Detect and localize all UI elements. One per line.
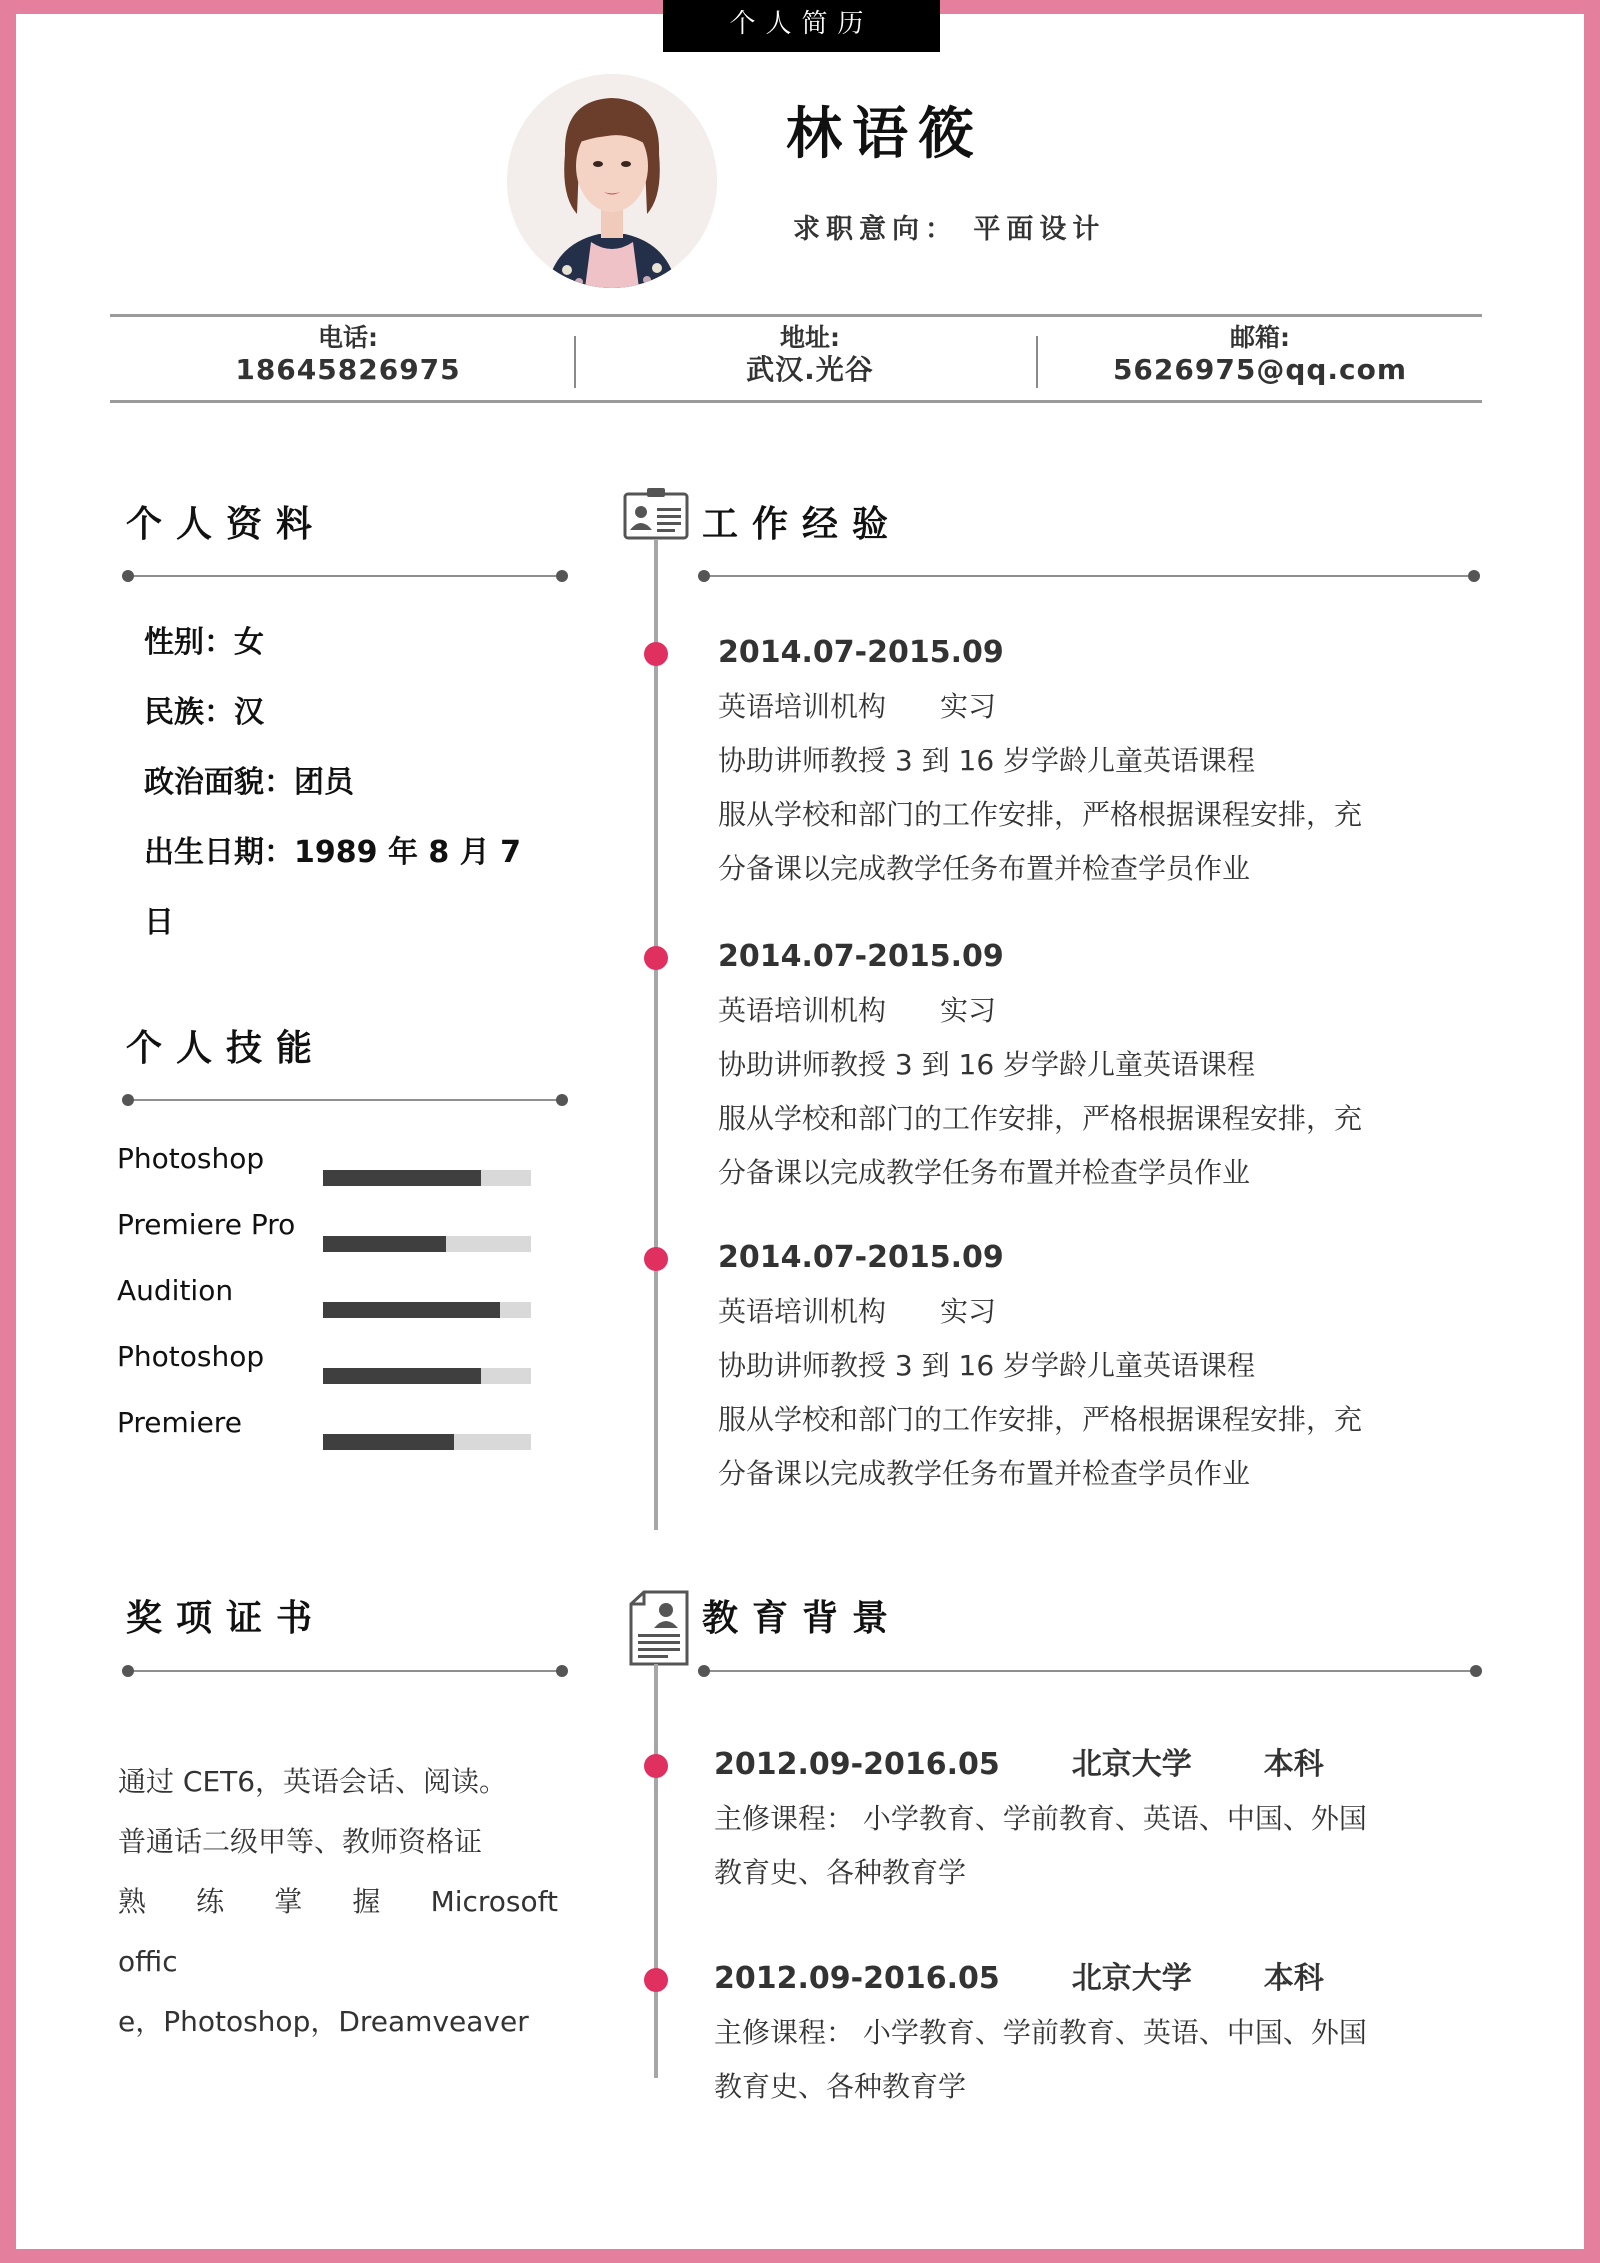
education-section-title: 教育背景 [702, 1598, 903, 1639]
skills-title-rule [128, 1099, 562, 1101]
job-duty: 服从学校和部门的工作安排，严格根据课程安排，充 [718, 1102, 1363, 1135]
rule-end-dot [556, 1094, 568, 1106]
skill-bar-track [323, 1434, 531, 1450]
experience-entry [718, 930, 1438, 1200]
rule-end-dot [698, 1665, 710, 1677]
award-line: e，Photoshop，Dreamveaver [118, 2005, 529, 2038]
job-period: 2014.07-2015.09 [718, 635, 1004, 670]
rule-end-dot [1470, 1665, 1482, 1677]
contact-divider [574, 336, 576, 388]
education-title-rule [704, 1670, 1476, 1672]
skill-name: Premiere Pro [117, 1208, 296, 1241]
skill-bar-track [323, 1170, 531, 1186]
edu-degree: 本科 [1263, 1747, 1324, 1782]
skill-bar-fill [323, 1170, 481, 1186]
award-line: 通过 CET6，英语会话、阅读。 [118, 1765, 508, 1798]
skill-row [117, 1404, 557, 1470]
rule-end-dot [698, 570, 710, 582]
edu-period: 2012.09-2016.05 [714, 1747, 1000, 1782]
award-word: 练 [196, 1885, 225, 1918]
job-duty: 分备课以完成教学任务布置并检查学员作业 [718, 1156, 1251, 1189]
profile-item-birthdate-cont: 日 [144, 905, 174, 940]
skill-name: Photoshop [117, 1340, 265, 1373]
experience-timeline [654, 540, 658, 1530]
profile-item-ethnicity: 民族：汉 [144, 695, 264, 730]
skill-row [117, 1140, 557, 1206]
job-duty: 分备课以完成教学任务布置并检查学员作业 [718, 1457, 1251, 1490]
border-left [0, 0, 16, 2263]
award-line: 普通话二级甲等、教师资格证 [118, 1825, 483, 1858]
job-role: 实习 [940, 994, 997, 1027]
contact-address [660, 322, 960, 386]
job-period: 2014.07-2015.09 [718, 1240, 1004, 1275]
skill-bar-track [323, 1368, 531, 1384]
edu-school: 北京大学 [1071, 1747, 1192, 1782]
portrait-photo [507, 74, 717, 288]
candidate-name: 林语筱 [786, 102, 984, 167]
resume-document-icon [628, 1590, 690, 1670]
award-word: 掌 [274, 1885, 303, 1918]
awards-section-title: 奖项证书 [126, 1598, 327, 1639]
skill-row [117, 1206, 557, 1272]
contact-divider [1036, 336, 1038, 388]
rule-end-dot [556, 1665, 568, 1677]
skill-bar-track [323, 1236, 531, 1252]
job-intent-value: 平面设计 [973, 214, 1106, 245]
timeline-dot [644, 1247, 668, 1271]
edu-courses-cont: 教育史、各种教育学 [714, 2070, 967, 2103]
rule-end-dot [122, 1665, 134, 1677]
education-timeline [654, 1664, 658, 2078]
profile-item-political-status: 政治面貌：团员 [144, 765, 354, 800]
award-word: 握 [352, 1885, 381, 1918]
job-org: 英语培训机构 [718, 994, 887, 1027]
skill-bar-fill [323, 1434, 454, 1450]
edu-courses: 主修课程： 小学教育、学前教育、英语、中国、外国 [714, 2016, 1367, 2049]
id-card-icon [623, 486, 689, 544]
experience-title-rule [704, 575, 1474, 577]
resume-title-tab: 个人简历 [663, 0, 940, 52]
skill-name: Photoshop [117, 1142, 265, 1175]
award-word: 熟 [118, 1885, 147, 1918]
contact-top-rule [110, 314, 1482, 317]
timeline-dot [644, 1754, 668, 1778]
contact-phone [200, 322, 496, 386]
profile-list [144, 608, 564, 958]
phone-label: 电话: [318, 323, 378, 352]
profile-section-title: 个人资料 [126, 504, 327, 545]
skill-name: Premiere [117, 1406, 242, 1439]
award-line [118, 1872, 558, 1932]
profile-item-birthdate: 出生日期：1989 年 8 月 7 [144, 835, 522, 870]
award-word: Microsoft [430, 1885, 558, 1918]
job-period: 2014.07-2015.09 [718, 939, 1004, 974]
skill-row [117, 1338, 557, 1404]
job-duty: 服从学校和部门的工作安排，严格根据课程安排，充 [718, 798, 1363, 831]
profile-item-gender: 性别：女 [144, 625, 264, 660]
job-org: 英语培训机构 [718, 1295, 887, 1328]
border-right [1584, 0, 1600, 2263]
edu-school: 北京大学 [1071, 1961, 1192, 1996]
awards-list [118, 1752, 558, 2052]
border-bottom [0, 2249, 1600, 2263]
job-duty: 协助讲师教授 3 到 16 岁学龄儿童英语课程 [718, 1048, 1256, 1081]
experience-section-title: 工作经验 [702, 504, 903, 545]
rule-end-dot [1468, 570, 1480, 582]
job-duty: 分备课以完成教学任务布置并检查学员作业 [718, 852, 1251, 885]
job-intent-label: 求职意向： [793, 214, 958, 245]
timeline-dot [644, 946, 668, 970]
phone-value: 18645826975 [235, 353, 461, 386]
email-value: 5626975@qq.com [1112, 353, 1408, 386]
skill-row [117, 1272, 557, 1338]
job-role: 实习 [940, 1295, 997, 1328]
rule-end-dot [122, 1094, 134, 1106]
experience-entry [718, 1231, 1438, 1501]
experience-entry [718, 626, 1438, 896]
education-entry [714, 1738, 1444, 1900]
edu-period: 2012.09-2016.05 [714, 1961, 1000, 1996]
job-duty: 协助讲师教授 3 到 16 岁学龄儿童英语课程 [718, 744, 1256, 777]
job-role: 实习 [940, 690, 997, 723]
rule-end-dot [556, 570, 568, 582]
contact-bottom-rule [110, 400, 1482, 403]
job-duty: 服从学校和部门的工作安排，严格根据课程安排，充 [718, 1403, 1363, 1436]
contact-email [1110, 322, 1410, 386]
skill-bar-fill [323, 1236, 446, 1252]
skills-list [117, 1140, 557, 1470]
edu-courses-cont: 教育史、各种教育学 [714, 1856, 967, 1889]
skill-bar-fill [323, 1302, 500, 1318]
award-line: offic [118, 1945, 178, 1978]
address-label: 地址: [780, 323, 840, 352]
edu-degree: 本科 [1263, 1961, 1324, 1996]
skill-name: Audition [117, 1274, 234, 1307]
email-label: 邮箱: [1230, 323, 1290, 352]
skills-section-title: 个人技能 [126, 1028, 327, 1069]
job-duty: 协助讲师教授 3 到 16 岁学龄儿童英语课程 [718, 1349, 1256, 1382]
rule-end-dot [122, 570, 134, 582]
timeline-dot [644, 1968, 668, 1992]
profile-title-rule [128, 575, 562, 577]
edu-courses: 主修课程： 小学教育、学前教育、英语、中国、外国 [714, 1802, 1367, 1835]
avatar [507, 74, 717, 288]
address-value: 武汉.光谷 [746, 353, 874, 386]
job-intent [793, 207, 1105, 246]
skill-bar-fill [323, 1368, 481, 1384]
timeline-dot [644, 642, 668, 666]
job-org: 英语培训机构 [718, 690, 887, 723]
awards-title-rule [128, 1670, 562, 1672]
education-entry [714, 1952, 1444, 2114]
skill-bar-track [323, 1302, 531, 1318]
